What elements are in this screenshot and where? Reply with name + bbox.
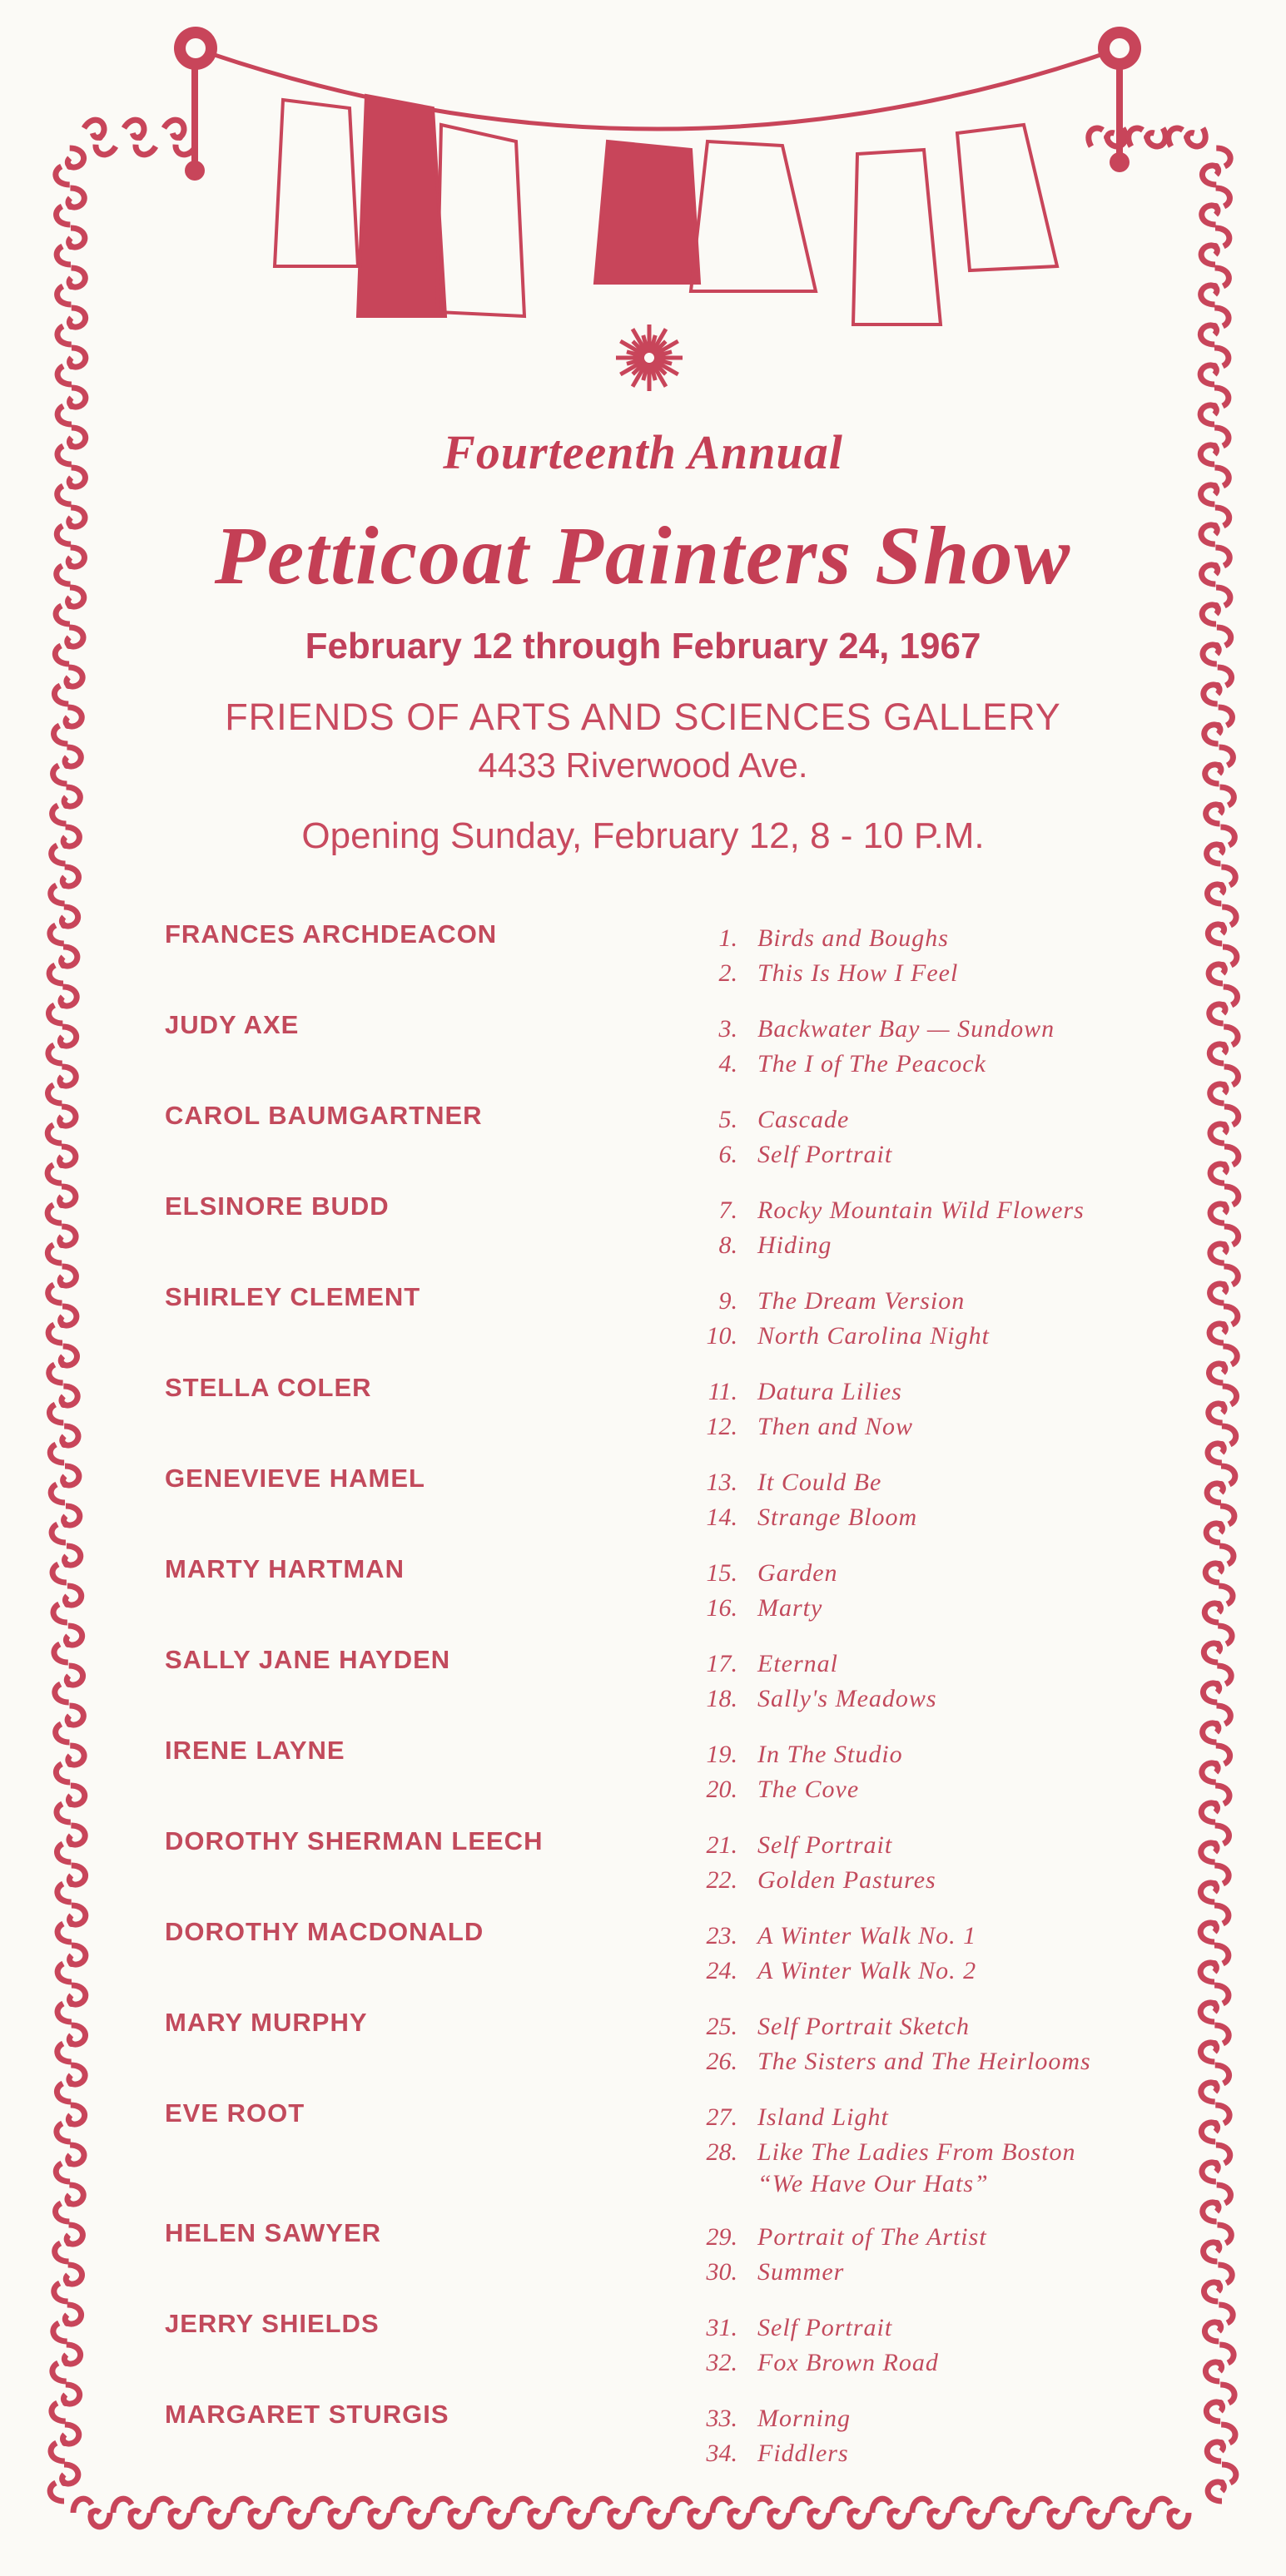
petticoat-5-icon xyxy=(691,141,816,291)
artist-entry xyxy=(165,2309,1147,2400)
artist-name: IRENE LAYNE xyxy=(165,1736,345,1765)
artwork-number: 19. xyxy=(706,1741,737,1768)
artist-name: JUDY AXE xyxy=(165,1010,300,1039)
artwork-title: The Dream Version xyxy=(757,1287,966,1315)
artist-entry xyxy=(165,2218,1147,2309)
gallery-name: FRIENDS OF ARTS AND SCIENCES GALLERY xyxy=(225,696,1061,738)
artwork-number: 21. xyxy=(706,1831,737,1859)
artwork-number: 2. xyxy=(718,959,737,987)
subtitle-fourteenth-annual: Fourteenth Annual xyxy=(443,425,843,479)
artwork-title: Strange Bloom xyxy=(757,1503,918,1531)
artwork-title: Self Portrait xyxy=(757,2314,893,2341)
artwork-title: Summer xyxy=(757,2258,845,2286)
artwork-title-continued: “We Have Our Hats” xyxy=(757,2170,989,2197)
artwork-number: 5. xyxy=(718,1106,737,1133)
artwork-number: 15. xyxy=(706,1559,737,1587)
opening-info: Opening Sunday, February 12, 8 - 10 P.M. xyxy=(301,815,985,856)
artwork-number: 29. xyxy=(706,2223,737,2251)
artwork-title: Island Light xyxy=(757,2103,889,2131)
artist-name: FRANCES ARCHDEACON xyxy=(165,919,498,949)
gallery-address: 4433 Riverwood Ave. xyxy=(478,746,808,785)
artwork-number: 13. xyxy=(706,1469,737,1496)
artwork-title: The I of The Peacock xyxy=(757,1050,986,1077)
artwork-title: Datura Lilies xyxy=(757,1378,902,1405)
artwork-title: A Winter Walk No. 2 xyxy=(757,1957,977,1984)
artist-name: SALLY JANE HAYDEN xyxy=(165,1645,451,1674)
artist-entry xyxy=(165,1101,1147,1191)
left-border-scrolls xyxy=(47,148,86,2501)
artwork-number: 31. xyxy=(706,2314,737,2341)
artwork-number: 8. xyxy=(718,1231,737,1259)
artwork-number: 3. xyxy=(718,1015,737,1043)
artwork-title: Self Portrait Sketch xyxy=(757,2013,970,2040)
artwork-number: 22. xyxy=(706,1866,737,1894)
artwork-title: Sally's Meadows xyxy=(757,1685,937,1712)
artwork-number: 30. xyxy=(706,2258,737,2286)
artwork-title: The Sisters and The Heirlooms xyxy=(757,2048,1091,2075)
artist-entry xyxy=(165,1010,1147,1101)
artwork-title: North Carolina Night xyxy=(757,1322,990,1350)
artwork-number: 4. xyxy=(718,1050,737,1077)
clothesline-rope xyxy=(200,50,1115,129)
artist-name: MARTY HARTMAN xyxy=(165,1554,405,1583)
artist-name: STELLA COLER xyxy=(165,1373,372,1402)
artwork-number: 12. xyxy=(706,1413,737,1440)
artist-entry xyxy=(165,1464,1147,1554)
artwork-title: Eternal xyxy=(757,1650,838,1677)
right-border-scrolls xyxy=(1200,148,1239,2501)
artwork-title: Garden xyxy=(757,1559,838,1587)
artwork-number: 18. xyxy=(706,1685,737,1712)
artwork-title: The Cove xyxy=(757,1776,860,1803)
sunburst-icon xyxy=(616,324,683,391)
artwork-number: 26. xyxy=(706,2048,737,2075)
artwork-title: Golden Pastures xyxy=(757,1866,936,1894)
artist-entry xyxy=(165,1554,1147,1645)
artist-name: JERRY SHIELDS xyxy=(165,2309,380,2338)
artist-name: HELEN SAWYER xyxy=(165,2218,382,2247)
artwork-title: Backwater Bay — Sundown xyxy=(757,1015,1055,1043)
rosette-left-icon xyxy=(174,27,217,181)
artwork-number: 34. xyxy=(706,2440,737,2467)
artwork-number: 33. xyxy=(706,2405,737,2432)
artwork-title: Fox Brown Road xyxy=(757,2349,939,2376)
artist-entry xyxy=(165,919,1147,1010)
artwork-title: Birds and Boughs xyxy=(757,924,949,952)
artwork-title: This Is How I Feel xyxy=(757,959,959,987)
artwork-title: Marty xyxy=(757,1594,823,1622)
artwork-number: 16. xyxy=(706,1594,737,1622)
rosette-right-icon xyxy=(1098,27,1141,172)
artwork-title: Morning xyxy=(757,2405,851,2432)
artist-name: GENEVIEVE HAMEL xyxy=(165,1464,425,1493)
artwork-title: In The Studio xyxy=(757,1741,903,1768)
bottom-border-scrolls xyxy=(73,2499,1189,2527)
artwork-number: 32. xyxy=(706,2349,737,2376)
artist-entry xyxy=(165,1917,1147,2008)
petticoat-7-icon xyxy=(957,125,1057,270)
artwork-number: 17. xyxy=(706,1650,737,1677)
artist-entry xyxy=(165,2098,1147,2218)
artwork-number: 10. xyxy=(706,1322,737,1350)
show-dates: February 12 through February 24, 1967 xyxy=(305,626,981,666)
artist-name: MARGARET STURGIS xyxy=(165,2400,449,2429)
artist-name: MARY MURPHY xyxy=(165,2008,368,2037)
petticoat-3-icon xyxy=(437,125,524,316)
artwork-number: 9. xyxy=(718,1287,737,1315)
artist-name: DOROTHY MACDONALD xyxy=(165,1917,484,1946)
artist-list xyxy=(165,919,1147,2490)
artist-name: DOROTHY SHERMAN LEECH xyxy=(165,1826,544,1855)
artwork-title: Fiddlers xyxy=(757,2440,849,2467)
artwork-title: Like The Ladies From Boston xyxy=(757,2138,1076,2166)
artwork-number: 28. xyxy=(706,2138,737,2166)
artwork-number: 14. xyxy=(706,1503,737,1531)
artist-name: CAROL BAUMGARTNER xyxy=(165,1101,483,1130)
artist-entry xyxy=(165,2400,1147,2490)
artwork-title: Cascade xyxy=(757,1106,850,1133)
artwork-title: Rocky Mountain Wild Flowers xyxy=(757,1196,1085,1224)
petticoat-6-icon xyxy=(853,150,941,324)
artwork-number: 11. xyxy=(708,1378,737,1405)
artist-entry xyxy=(165,1191,1147,1282)
clothesline-illustration xyxy=(158,17,1157,416)
artist-entry xyxy=(165,1645,1147,1736)
artwork-title: Hiding xyxy=(757,1231,832,1259)
artwork-title: Portrait of The Artist xyxy=(757,2223,987,2251)
artwork-number: 20. xyxy=(706,1776,737,1803)
petticoat-1-icon xyxy=(275,100,358,266)
artwork-number: 6. xyxy=(718,1141,737,1168)
artwork-number: 25. xyxy=(706,2013,737,2040)
artist-entry xyxy=(165,2008,1147,2098)
artwork-title: A Winter Walk No. 1 xyxy=(757,1922,977,1949)
artist-entry xyxy=(165,1826,1147,1917)
artist-name: ELSINORE BUDD xyxy=(165,1191,390,1221)
artist-name: SHIRLEY CLEMENT xyxy=(165,1282,421,1311)
artwork-title: Self Portrait xyxy=(757,1141,893,1168)
artwork-title: It Could Be xyxy=(757,1469,882,1496)
artwork-number: 7. xyxy=(718,1196,737,1224)
artist-entry xyxy=(165,1282,1147,1373)
petticoat-4-icon xyxy=(595,141,699,283)
artwork-number: 23. xyxy=(706,1922,737,1949)
artist-entry xyxy=(165,1736,1147,1826)
artwork-title: Self Portrait xyxy=(757,1831,893,1859)
petticoat-2-icon xyxy=(358,96,445,316)
artwork-title: Then and Now xyxy=(757,1413,914,1440)
artist-name: EVE ROOT xyxy=(165,2098,305,2128)
artwork-number: 27. xyxy=(706,2103,737,2131)
artwork-number: 1. xyxy=(718,924,737,952)
show-title: Petticoat Painters Show xyxy=(214,509,1072,602)
artist-entry xyxy=(165,1373,1147,1464)
artwork-number: 24. xyxy=(706,1957,737,1984)
